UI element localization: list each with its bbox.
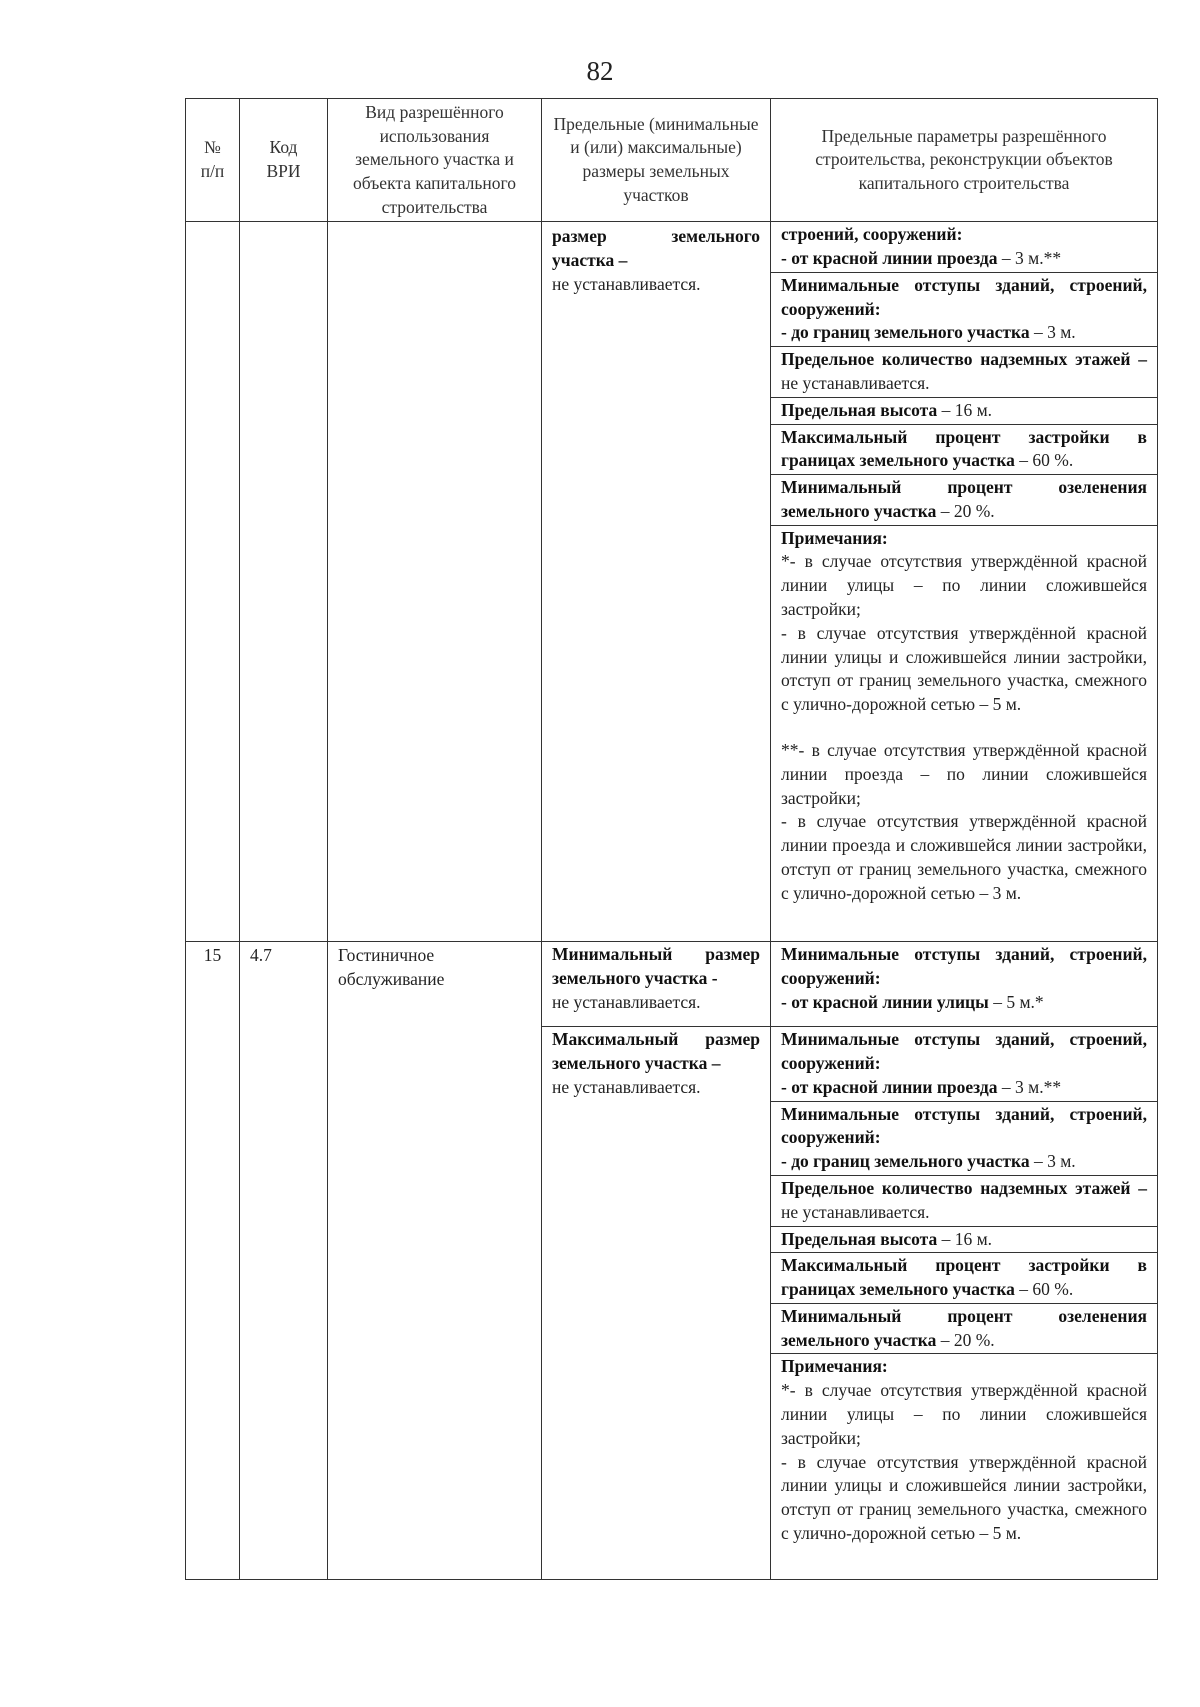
param-block: Максимальный процент застройки в границах земельного участка – 60 %. [771, 1252, 1157, 1303]
header-plot-size: Предельные (минимальные и (или) максимальные) размеры земельных участков [542, 99, 771, 222]
table-header-row [186, 99, 1158, 222]
table-row [186, 222, 1158, 942]
cell-plot-size [542, 222, 771, 942]
param-block: Минимальные отступы зданий, строений, сооружений: - от красной линии улицы – 5 м.* [781, 944, 1147, 1012]
notes-text: **- в случае отсутствия утверждённой красной линии проезда – по линии сложившейся застройки; - в случае отсутствия утверждённой красной линии проезда и сложившейся линии застройки, отступ от границ земельного участка, смежного с улично-дорожной сетью – 3 м. [781, 740, 1147, 903]
notes-text: *- в случае отсутствия утверждённой красной линии улицы – по линии сложившейся застройки; - в случае отсутствия утверждённой красной линии улицы и сложившейся линии застройки, отступ от границ земельного участка, смежного с улично-дорожной сетью – 5 м. [781, 1380, 1147, 1544]
max-size-block: Максимальный размер земельного участка – не устанавливается. [542, 1026, 770, 1100]
cell-build-params [771, 222, 1158, 942]
header-number: № п/п [186, 99, 240, 222]
header-code: Код ВРИ [240, 99, 328, 222]
cell-use-type: Гостиничное обслуживание [328, 942, 542, 1580]
param-block: Предельное количество надземных этажей – не устанавливается. [771, 346, 1157, 397]
notes-text: *- в случае отсутствия утверждённой красной линии улицы – по линии сложившейся застройки; - в случае отсутствия утверждённой красной линии улицы и сложившейся линии застройки, отступ от границ земельного участка, смежного с улично-дорожной сетью – 5 м. [781, 551, 1147, 715]
cell-number [186, 222, 240, 942]
cell-number: 15 [186, 942, 240, 1580]
param-block: Минимальный процент озеленения земельного участка – 20 %. [771, 1303, 1157, 1354]
cell-use-type [328, 222, 542, 942]
notes-block [771, 1353, 1157, 1546]
regulations-table [185, 98, 1158, 1580]
notes-title: Примечания: [781, 527, 888, 548]
param-block: Максимальный процент застройки в границах земельного участка – 60 %. [771, 424, 1157, 475]
cell-build-params [771, 942, 1158, 1580]
size-label: размер земельного участка – [552, 226, 760, 270]
page-number: 82 [586, 56, 614, 86]
cell-plot-size [542, 942, 771, 1580]
header-build-params: Предельные параметры разрешённого строительства, реконструкции объектов капитального строительства [771, 99, 1158, 222]
param-block: Минимальные отступы зданий, строений, сооружений: - до границ земельного участка – 3 м. [771, 272, 1157, 346]
param-block: строений, сооружений: - от красной линии проезда – 3 м.** [781, 224, 1062, 268]
param-block: Минимальные отступы зданий, строений, сооружений: - от красной линии проезда – 3 м.** [771, 1026, 1157, 1100]
param-block: Минимальные отступы зданий, строений, сооружений: - до границ земельного участка – 3 м. [771, 1101, 1157, 1175]
notes-title: Примечания: [781, 1356, 888, 1377]
cell-code: 4.7 [240, 942, 328, 1580]
table-row [186, 942, 1158, 1580]
param-block: Предельная высота – 16 м. [771, 397, 1157, 424]
header-use-type: Вид разрешённого использования земельного участка и объекта капитального строительства [328, 99, 542, 222]
cell-code [240, 222, 328, 942]
param-block: Предельное количество надземных этажей – не устанавливается. [771, 1175, 1157, 1226]
min-size-block: Минимальный размер земельного участка - не устанавливается. [552, 944, 760, 1012]
notes-block [771, 525, 1157, 907]
param-block: Предельная высота – 16 м. [771, 1226, 1157, 1253]
param-block: Минимальный процент озеленения земельного участка – 20 %. [771, 474, 1157, 525]
size-value: не устанавливается. [552, 273, 701, 294]
